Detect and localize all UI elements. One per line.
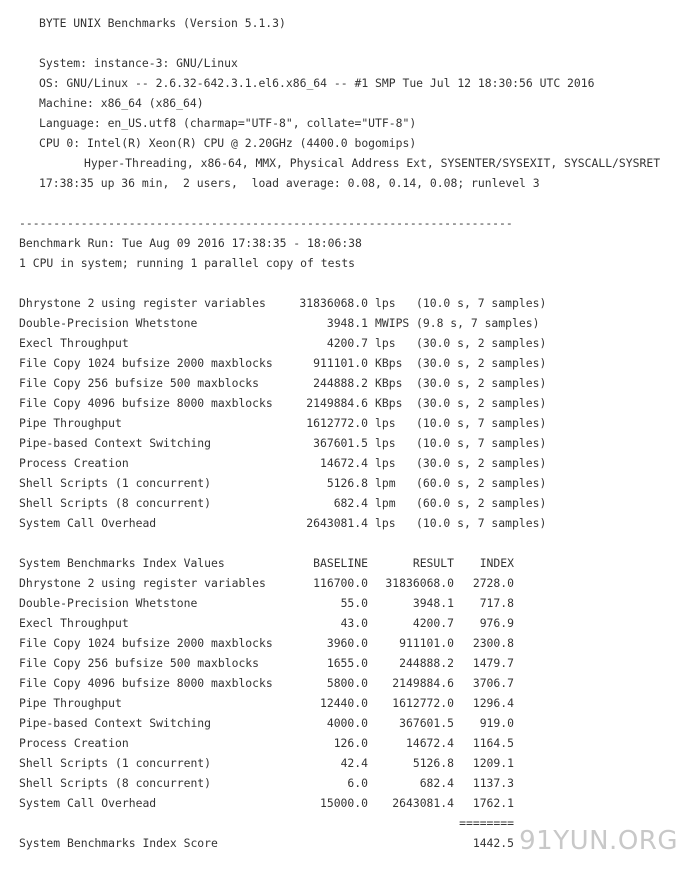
result-unit: MWIPS bbox=[375, 316, 410, 330]
benchmark-run-line: Benchmark Run: Tue Aug 09 2016 17:38:35 - 18:06:38 bbox=[19, 236, 362, 250]
col-index: INDEX bbox=[479, 556, 514, 570]
index-result: 1612772.0 bbox=[392, 696, 454, 710]
result-value: 367601.5 bbox=[313, 436, 368, 450]
index-value: 919.0 bbox=[479, 716, 514, 730]
result-unit: lps bbox=[375, 416, 396, 430]
result-detail: (30.0 s, 2 samples) bbox=[416, 396, 547, 410]
score-label: System Benchmarks Index Score bbox=[19, 836, 218, 850]
index-name: Shell Scripts (8 concurrent) bbox=[19, 776, 212, 790]
result-unit: lps bbox=[375, 516, 396, 530]
result-row bbox=[0, 393, 688, 413]
index-name: File Copy 256 bufsize 500 maxblocks bbox=[19, 656, 260, 670]
index-result: 682.4 bbox=[419, 776, 454, 790]
result-detail: (60.0 s, 2 samples) bbox=[416, 476, 547, 490]
result-name: Shell Scripts (1 concurrent) bbox=[19, 476, 212, 490]
result-row bbox=[0, 473, 688, 493]
result-row bbox=[0, 453, 688, 473]
index-row bbox=[0, 733, 688, 753]
result-value: 4200.7 bbox=[326, 336, 368, 350]
system-line: System: instance-3: GNU/Linux bbox=[39, 56, 238, 70]
result-unit: KBps bbox=[375, 376, 403, 390]
result-name: System Call Overhead bbox=[19, 516, 157, 530]
result-name: Process Creation bbox=[19, 456, 129, 470]
index-result: 367601.5 bbox=[399, 716, 454, 730]
index-result: 3948.1 bbox=[412, 596, 454, 610]
index-result: 244888.2 bbox=[399, 656, 454, 670]
result-unit: lpm bbox=[375, 476, 396, 490]
result-row bbox=[0, 353, 688, 373]
index-name: Shell Scripts (1 concurrent) bbox=[19, 756, 212, 770]
index-row bbox=[0, 713, 688, 733]
index-name: File Copy 4096 bufsize 8000 maxblocks bbox=[19, 676, 273, 690]
index-row bbox=[0, 593, 688, 613]
index-baseline: 3960.0 bbox=[326, 636, 368, 650]
result-detail: (10.0 s, 7 samples) bbox=[416, 296, 547, 310]
result-detail: (60.0 s, 2 samples) bbox=[416, 496, 547, 510]
report-title: BYTE UNIX Benchmarks (Version 5.1.3) bbox=[39, 16, 286, 30]
index-result: 4200.7 bbox=[412, 616, 454, 630]
index-baseline: 43.0 bbox=[340, 616, 368, 630]
result-value: 1612772.0 bbox=[306, 416, 368, 430]
result-name: Execl Throughput bbox=[19, 336, 129, 350]
index-baseline: 5800.0 bbox=[326, 676, 368, 690]
result-value: 911101.0 bbox=[313, 356, 368, 370]
index-row bbox=[0, 773, 688, 793]
result-unit: KBps bbox=[375, 356, 403, 370]
result-row bbox=[0, 413, 688, 433]
index-name: File Copy 1024 bufsize 2000 maxblocks bbox=[19, 636, 273, 650]
result-value: 14672.4 bbox=[319, 456, 368, 470]
os-line: OS: GNU/Linux -- 2.6.32-642.3.1.el6.x86_64 -- #1 SMP Tue Jul 12 18:30:56 UTC 2016 bbox=[39, 76, 595, 90]
score-rule: ======== bbox=[459, 816, 514, 830]
index-result: 31836068.0 bbox=[385, 576, 454, 590]
result-detail: (30.0 s, 2 samples) bbox=[416, 456, 547, 470]
result-name: Pipe-based Context Switching bbox=[19, 436, 212, 450]
index-value: 1296.4 bbox=[472, 696, 514, 710]
result-row bbox=[0, 313, 688, 333]
result-detail: (30.0 s, 2 samples) bbox=[416, 336, 547, 350]
result-unit: lps bbox=[375, 336, 396, 350]
index-baseline: 1655.0 bbox=[326, 656, 368, 670]
index-result: 2643081.4 bbox=[392, 796, 454, 810]
col-baseline: BASELINE bbox=[313, 556, 368, 570]
col-result: RESULT bbox=[412, 556, 454, 570]
result-detail: (30.0 s, 2 samples) bbox=[416, 356, 547, 370]
result-row bbox=[0, 493, 688, 513]
result-name: Double-Precision Whetstone bbox=[19, 316, 198, 330]
index-row bbox=[0, 633, 688, 653]
result-unit: lpm bbox=[375, 496, 396, 510]
uptime-line: 17:38:35 up 36 min, 2 users, load average: 0.08, 0.14, 0.08; runlevel 3 bbox=[39, 176, 540, 190]
language-line: Language: en_US.utf8 (charmap="UTF-8", collate="UTF-8") bbox=[39, 116, 417, 130]
result-value: 2643081.4 bbox=[306, 516, 368, 530]
result-row bbox=[0, 373, 688, 393]
result-detail: (10.0 s, 7 samples) bbox=[416, 436, 547, 450]
result-detail: (10.0 s, 7 samples) bbox=[416, 416, 547, 430]
index-name: Pipe-based Context Switching bbox=[19, 716, 212, 730]
index-row bbox=[0, 573, 688, 593]
index-header bbox=[0, 553, 688, 573]
result-name: Dhrystone 2 using register variables bbox=[19, 296, 266, 310]
index-name: System Call Overhead bbox=[19, 796, 157, 810]
result-detail: (30.0 s, 2 samples) bbox=[416, 376, 547, 390]
result-value: 31836068.0 bbox=[299, 296, 368, 310]
index-heading: System Benchmarks Index Values bbox=[19, 556, 225, 570]
index-row bbox=[0, 753, 688, 773]
machine-line: Machine: x86_64 (x86_64) bbox=[39, 96, 204, 110]
index-row bbox=[0, 653, 688, 673]
index-value: 717.8 bbox=[479, 596, 514, 610]
result-value: 5126.8 bbox=[326, 476, 368, 490]
index-name: Execl Throughput bbox=[19, 616, 129, 630]
index-value: 2300.8 bbox=[472, 636, 514, 650]
index-result: 2149884.6 bbox=[392, 676, 454, 690]
index-value: 1479.7 bbox=[472, 656, 514, 670]
index-name: Double-Precision Whetstone bbox=[19, 596, 198, 610]
result-row bbox=[0, 513, 688, 533]
index-baseline: 42.4 bbox=[340, 756, 368, 770]
index-baseline: 126.0 bbox=[333, 736, 368, 750]
index-value: 1209.1 bbox=[472, 756, 514, 770]
separator-line: ------------------------------------------------------------------------ bbox=[19, 216, 513, 230]
result-row bbox=[0, 333, 688, 353]
watermark: 91YUN.ORG bbox=[519, 826, 678, 856]
result-unit: lps bbox=[375, 436, 396, 450]
index-result: 14672.4 bbox=[405, 736, 454, 750]
result-detail: (10.0 s, 7 samples) bbox=[416, 516, 547, 530]
index-baseline: 15000.0 bbox=[319, 796, 368, 810]
result-name: Pipe Throughput bbox=[19, 416, 122, 430]
index-baseline: 116700.0 bbox=[313, 576, 368, 590]
index-value: 1762.1 bbox=[472, 796, 514, 810]
result-unit: lps bbox=[375, 296, 396, 310]
result-value: 3948.1 bbox=[326, 316, 368, 330]
result-name: File Copy 4096 bufsize 8000 maxblocks bbox=[19, 396, 273, 410]
score-value: 1442.5 bbox=[472, 836, 514, 850]
index-name: Dhrystone 2 using register variables bbox=[19, 576, 266, 590]
index-value: 3706.7 bbox=[472, 676, 514, 690]
result-value: 244888.2 bbox=[313, 376, 368, 390]
index-baseline: 6.0 bbox=[347, 776, 368, 790]
result-value: 682.4 bbox=[333, 496, 368, 510]
cpu-count-line: 1 CPU in system; running 1 parallel copy of tests bbox=[19, 256, 356, 270]
cpu-flags-line: Hyper-Threading, x86-64, MMX, Physical Address Ext, SYSENTER/SYSEXIT, SYSCALL/SYSRET bbox=[84, 156, 661, 170]
index-row bbox=[0, 673, 688, 693]
result-unit: lps bbox=[375, 456, 396, 470]
index-value: 1137.3 bbox=[472, 776, 514, 790]
cpu-line: CPU 0: Intel(R) Xeon(R) CPU @ 2.20GHz (4400.0 bogomips) bbox=[39, 136, 417, 150]
result-name: File Copy 1024 bufsize 2000 maxblocks bbox=[19, 356, 273, 370]
index-baseline: 12440.0 bbox=[319, 696, 368, 710]
index-result: 911101.0 bbox=[399, 636, 454, 650]
index-baseline: 4000.0 bbox=[326, 716, 368, 730]
index-value: 976.9 bbox=[479, 616, 514, 630]
index-row bbox=[0, 613, 688, 633]
index-name: Pipe Throughput bbox=[19, 696, 122, 710]
result-row bbox=[0, 293, 688, 313]
index-row bbox=[0, 793, 688, 813]
index-value: 2728.0 bbox=[472, 576, 514, 590]
index-baseline: 55.0 bbox=[340, 596, 368, 610]
result-value: 2149884.6 bbox=[306, 396, 368, 410]
index-value: 1164.5 bbox=[472, 736, 514, 750]
result-detail: (9.8 s, 7 samples) bbox=[416, 316, 540, 330]
index-name: Process Creation bbox=[19, 736, 129, 750]
result-name: File Copy 256 bufsize 500 maxblocks bbox=[19, 376, 260, 390]
result-name: Shell Scripts (8 concurrent) bbox=[19, 496, 212, 510]
result-row bbox=[0, 433, 688, 453]
result-unit: KBps bbox=[375, 396, 403, 410]
index-row bbox=[0, 693, 688, 713]
index-result: 5126.8 bbox=[412, 756, 454, 770]
